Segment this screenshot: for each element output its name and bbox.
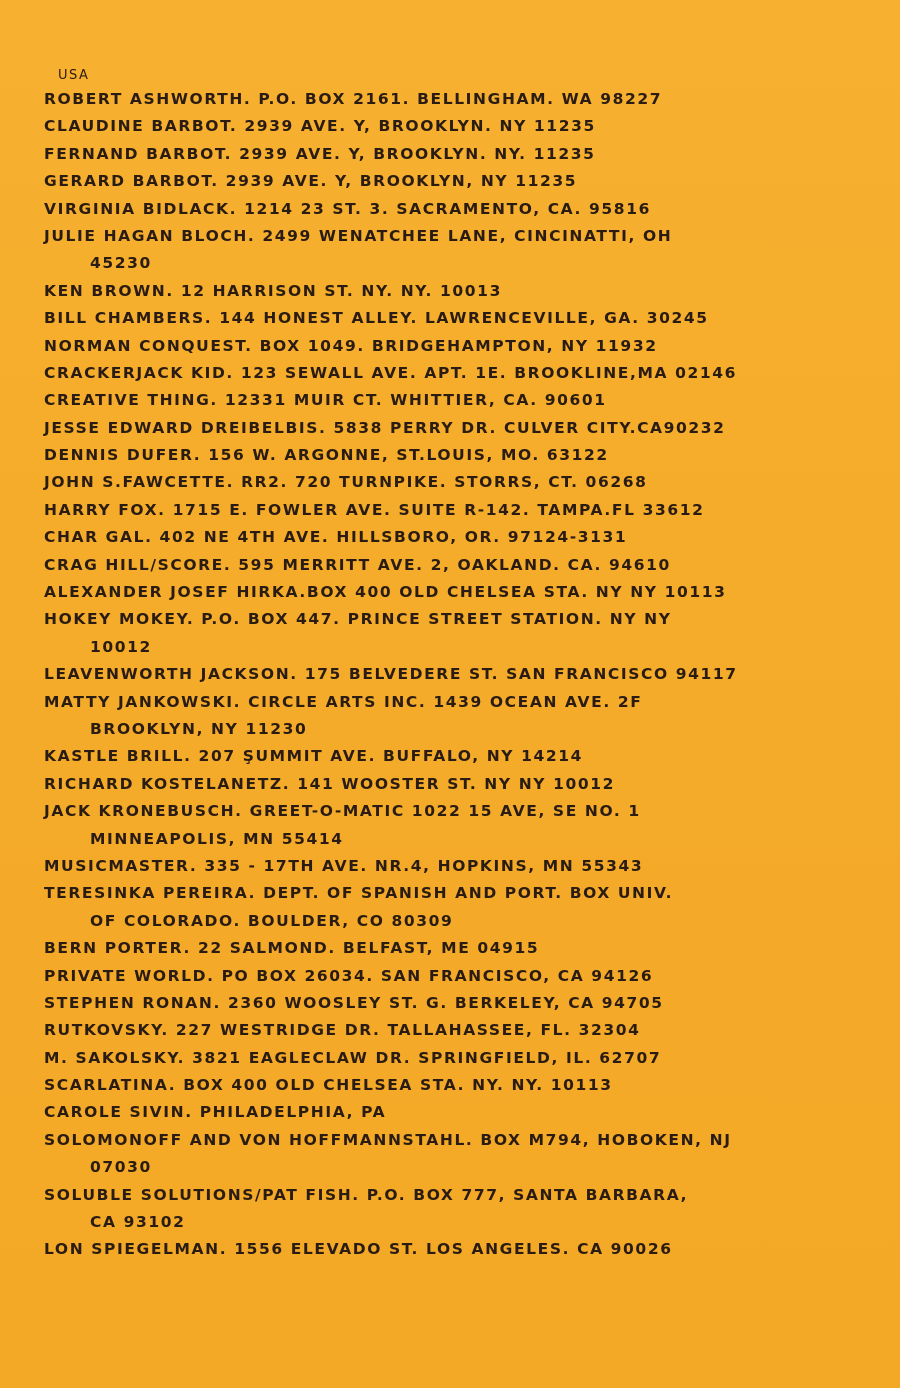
address-entry xyxy=(44,880,894,935)
address-entry xyxy=(44,798,894,853)
address-line: CREATIVE THING. 12331 MUIR CT. WHITTIER, CA. 90601 xyxy=(44,391,607,410)
address-line: RICHARD KOSTELANETZ. 141 WOOSTER ST. NY NY 10012 xyxy=(44,774,616,793)
address-entry xyxy=(44,223,894,278)
address-line: JACK KRONEBUSCH. GREET-O-MATIC 1022 15 AVE, SE NO. 1 xyxy=(44,802,641,821)
address-entry xyxy=(44,1127,894,1182)
address-list xyxy=(44,66,894,1264)
address-line: DENNIS DUFER. 156 W. ARGONNE, ST.LOUIS, MO. 63122 xyxy=(44,446,609,465)
country-heading: USA xyxy=(58,68,90,83)
address-line: MATTY JANKOWSKI. CIRCLE ARTS INC. 1439 OCEAN AVE. 2F xyxy=(44,692,643,711)
address-entry xyxy=(44,853,894,880)
address-entry xyxy=(44,1182,894,1237)
address-continuation: 07030 xyxy=(90,1158,152,1177)
address-line: KASTLE BRILL. 207 ŞUMMIT AVE. BUFFALO, NY 14214 xyxy=(44,747,584,766)
address-entry xyxy=(44,579,894,606)
address-entry xyxy=(44,278,894,305)
address-line: CLAUDINE BARBOT. 2939 AVE. Y, BROOKLYN. NY 11235 xyxy=(44,117,596,136)
address-line: M. SAKOLSKY. 3821 EAGLECLAW DR. SPRINGFIELD, IL. 62707 xyxy=(44,1048,662,1067)
address-continuation: BROOKLYN, NY 11230 xyxy=(90,719,308,738)
address-entry xyxy=(44,86,894,113)
address-entry xyxy=(44,113,894,140)
address-line: RUTKOVSKY. 227 WESTRIDGE DR. TALLAHASSEE, FL. 32304 xyxy=(44,1021,641,1040)
address-line: TERESINKA PEREIRA. DEPT. OF SPANISH AND PORT. BOX UNIV. xyxy=(44,884,674,903)
address-line: ALEXANDER JOSEF HIRKA.BOX 400 OLD CHELSEA STA. NY NY 10113 xyxy=(44,583,727,602)
address-entry xyxy=(44,469,894,496)
address-line: CRACKERJACK KID. 123 SEWALL AVE. APT. 1E. BROOKLINE,MA 02146 xyxy=(44,363,738,382)
address-entry xyxy=(44,387,894,414)
address-line: CHAR GAL. 402 NE 4TH AVE. HILLSBORO, OR. 97124-3131 xyxy=(44,528,628,547)
address-entry xyxy=(44,1072,894,1099)
address-entry xyxy=(44,743,894,770)
address-line: BERN PORTER. 22 SALMOND. BELFAST, ME 04915 xyxy=(44,939,540,958)
address-continuation: CA 93102 xyxy=(90,1213,186,1232)
address-entry xyxy=(44,196,894,223)
address-entry xyxy=(44,1045,894,1072)
address-line: STEPHEN RONAN. 2360 WOOSLEY ST. G. BERKELEY, CA 94705 xyxy=(44,993,664,1012)
address-line: ROBERT ASHWORTH. P.O. BOX 2161. BELLINGHAM. WA 98227 xyxy=(44,90,663,108)
address-continuation: 45230 xyxy=(90,254,152,273)
address-line: NORMAN CONQUEST. BOX 1049. BRIDGEHAMPTON, NY 11932 xyxy=(44,336,658,355)
address-line: SOLUBLE SOLUTIONS/PAT FISH. P.O. BOX 777, SANTA BARBARA, xyxy=(44,1185,689,1204)
address-line: CAROLE SIVIN. PHILADELPHIA, PA xyxy=(44,1103,387,1122)
address-entry xyxy=(44,771,894,798)
address-entry xyxy=(44,935,894,962)
address-entry xyxy=(44,661,894,688)
address-entry xyxy=(44,990,894,1017)
address-line: JOHN S.FAWCETTE. RR2. 720 TURNPIKE. STORRS, CT. 06268 xyxy=(44,473,648,492)
address-entry xyxy=(44,552,894,579)
address-entry xyxy=(44,360,894,387)
address-line: MUSICMASTER. 335 - 17TH AVE. NR.4, HOPKINS, MN 55343 xyxy=(44,856,644,875)
address-line: BILL CHAMBERS. 144 HONEST ALLEY. LAWRENCEVILLE, GA. 30245 xyxy=(44,309,709,328)
address-line: KEN BROWN. 12 HARRISON ST. NY. NY. 10013 xyxy=(44,281,502,300)
address-entry xyxy=(44,168,894,195)
address-line: SCARLATINA. BOX 400 OLD CHELSEA STA. NY. NY. 10113 xyxy=(44,1076,613,1095)
address-entry xyxy=(44,141,894,168)
address-line: LON SPIEGELMAN. 1556 ELEVADO ST. LOS ANGELES. CA 90026 xyxy=(44,1240,673,1259)
address-entry xyxy=(44,442,894,469)
address-line: HOKEY MOKEY. P.O. BOX 447. PRINCE STREET STATION. NY NY xyxy=(44,610,672,629)
address-line: LEAVENWORTH JACKSON. 175 BELVEDERE ST. SAN FRANCISCO 94117 xyxy=(44,665,738,684)
address-entry xyxy=(44,1099,894,1126)
address-entry xyxy=(44,1236,894,1263)
address-line: FERNAND BARBOT. 2939 AVE. Y, BROOKLYN. NY. 11235 xyxy=(44,144,596,163)
address-entry xyxy=(44,497,894,524)
address-continuation: 10012 xyxy=(90,637,152,656)
address-line: VIRGINIA BIDLACK. 1214 23 ST. 3. SACRAMENTO, CA. 95816 xyxy=(44,199,651,218)
address-continuation: MINNEAPOLIS, MN 55414 xyxy=(90,829,344,848)
address-entry xyxy=(44,606,894,661)
address-entry xyxy=(44,1017,894,1044)
address-line: HARRY FOX. 1715 E. FOWLER AVE. SUITE R-142. TAMPA.FL 33612 xyxy=(44,500,705,519)
address-entry xyxy=(44,524,894,551)
address-entry xyxy=(44,963,894,990)
address-entry xyxy=(44,415,894,442)
address-line: PRIVATE WORLD. PO BOX 26034. SAN FRANCISCO, CA 94126 xyxy=(44,966,654,985)
address-entry xyxy=(44,689,894,744)
address-entry xyxy=(44,333,894,360)
entries-container xyxy=(44,86,894,1264)
address-line: JESSE EDWARD DREIBELBIS. 5838 PERRY DR. CULVER CITY.CA90232 xyxy=(44,418,726,437)
address-entry xyxy=(44,305,894,332)
address-continuation: OF COLORADO. BOULDER, CO 80309 xyxy=(90,911,454,930)
address-line: SOLOMONOFF AND VON HOFFMANNSTAHL. BOX M794, HOBOKEN, NJ xyxy=(44,1130,732,1149)
address-line: CRAG HILL/SCORE. 595 MERRITT AVE. 2, OAKLAND. CA. 94610 xyxy=(44,555,671,574)
address-line: GERARD BARBOT. 2939 AVE. Y, BROOKLYN, NY 11235 xyxy=(44,172,578,191)
address-line: JULIE HAGAN BLOCH. 2499 WENATCHEE LANE, CINCINATTI, OH xyxy=(44,226,673,245)
